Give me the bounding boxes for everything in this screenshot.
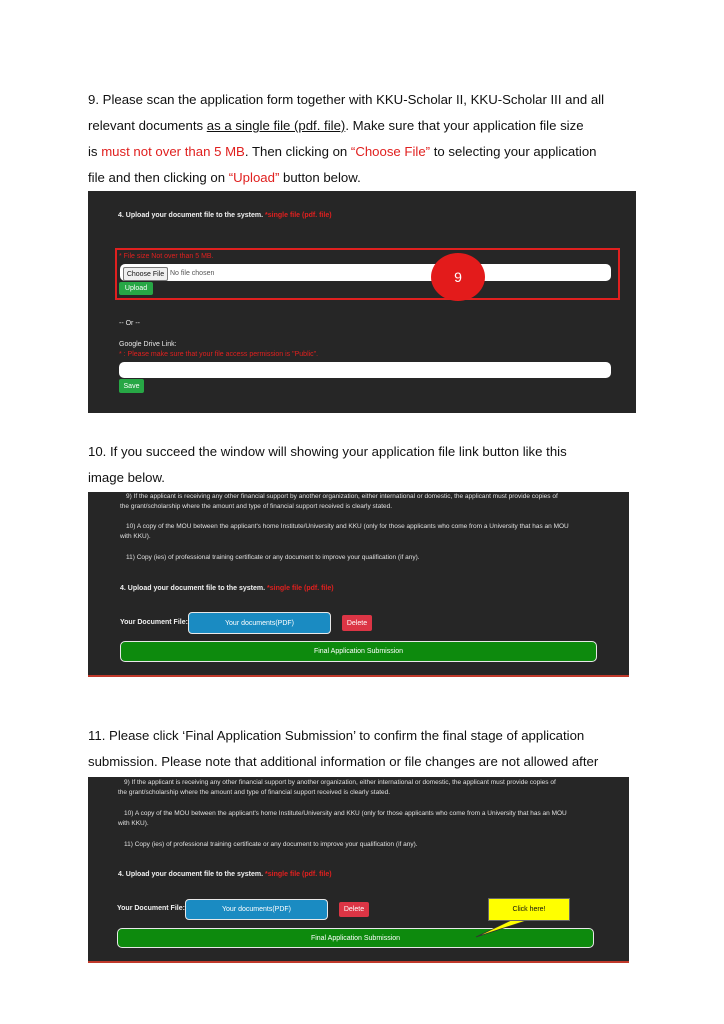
- step-10-paragraph: [88, 439, 636, 491]
- requirement-item-9-line-2: the grant/scholarship where the amount and type of financial support received is clearly stated.: [118, 789, 391, 796]
- or-separator: -- Or --: [119, 320, 140, 327]
- choose-file-button[interactable]: Choose File: [123, 267, 168, 281]
- upload-section-title: 4. Upload your document file to the system. *single file (pdf. file): [118, 871, 332, 878]
- step-11-line-2: submission. Please note that additional information or file changes are not allowed after: [88, 754, 599, 769]
- choose-file-emphasis: “Choose File”: [350, 144, 431, 159]
- step-10-line-2: image below.: [88, 470, 165, 485]
- google-drive-input[interactable]: [119, 362, 611, 378]
- requirement-item-9-line-1: 9) If the applicant is receiving any other financial support by another organization, either international or domestic, the applicant must provide copies of: [124, 779, 556, 786]
- requirement-item-9-line-2: the grant/scholarship where the amount and type of financial support received is clearly stated.: [120, 503, 393, 510]
- final-application-submission-button[interactable]: Final Application Submission: [120, 641, 597, 662]
- step-11-paragraph: [88, 723, 636, 775]
- delete-button[interactable]: Delete: [342, 615, 372, 631]
- requirement-item-10-line-1: 10) A copy of the MOU between the applicant's home Institute/University and KKU (only for those applicants who come from a University that has an MOU: [124, 810, 567, 817]
- step-11-line-1: 11. Please click ‘Final Application Submission’ to confirm the final stage of application: [88, 728, 585, 743]
- step-9-line-4: file and then clicking on “Upload” button below.: [88, 170, 361, 185]
- save-button[interactable]: Save: [119, 379, 144, 393]
- requirement-item-11: 11) Copy (ies) of professional training certificate or any document to improve your qualification (if any).: [126, 554, 420, 561]
- document-file-label: Your Document File:: [117, 905, 185, 912]
- requirement-item-10-line-2: with KKU).: [118, 820, 149, 827]
- upload-section-title: 4. Upload your document file to the system. *single file (pdf. file): [118, 212, 332, 219]
- step-9-marker: 9: [431, 253, 485, 301]
- google-drive-note: * : Please make sure that your file access permission is "Public".: [119, 351, 319, 358]
- document-file-label: Your Document File:: [120, 619, 188, 626]
- requirement-item-9-line-1: 9) If the applicant is receiving any other financial support by another organization, either international or domestic, the applicant must provide copies of: [126, 493, 558, 500]
- step-9-line-1: 9. Please scan the application form together with KKU-Scholar II, KKU-Scholar III and all: [88, 92, 605, 107]
- upload-section-title: 4. Upload your document file to the system. *single file (pdf. file): [120, 585, 334, 592]
- no-file-chosen-text: No file chosen: [170, 270, 215, 277]
- upload-emphasis: “Upload”: [228, 170, 280, 185]
- upload-form-screenshot: [88, 191, 636, 413]
- click-here-callout: Click here!: [488, 898, 570, 921]
- requirement-item-10-line-2: with KKU).: [120, 533, 151, 540]
- file-size-note: * File size Not over than 5 MB.: [119, 253, 214, 260]
- single-file-emphasis: as a single file (pdf. file): [206, 118, 346, 133]
- delete-button[interactable]: Delete: [339, 902, 369, 917]
- your-documents-button[interactable]: Your documents(PDF): [185, 899, 328, 920]
- upload-button[interactable]: Upload: [119, 282, 153, 295]
- step-9-line-2: relevant documents as a single file (pdf. file). Make sure that your application file size: [88, 118, 584, 133]
- success-screenshot: [88, 492, 629, 677]
- step-9-line-3: is must not over than 5 MB. Then clicking on “Choose File” to selecting your application: [88, 144, 597, 159]
- requirement-item-11: 11) Copy (ies) of professional training certificate or any document to improve your qualification (if any).: [124, 841, 418, 848]
- your-documents-button[interactable]: Your documents(PDF): [188, 612, 331, 634]
- final-application-submission-button[interactable]: Final Application Submission: [117, 928, 594, 948]
- step-9-paragraph: [88, 87, 636, 191]
- step-10-line-1: 10. If you succeed the window will showing your application file link button like this: [88, 444, 567, 459]
- google-drive-label: Google Drive Link:: [119, 341, 177, 348]
- requirement-item-10-line-1: 10) A copy of the MOU between the applicant's home Institute/University and KKU (only for those applicants who come from a University that has an MOU: [126, 523, 569, 530]
- final-submission-screenshot: [88, 777, 629, 963]
- size-limit-emphasis: must not over than 5 MB: [101, 144, 245, 159]
